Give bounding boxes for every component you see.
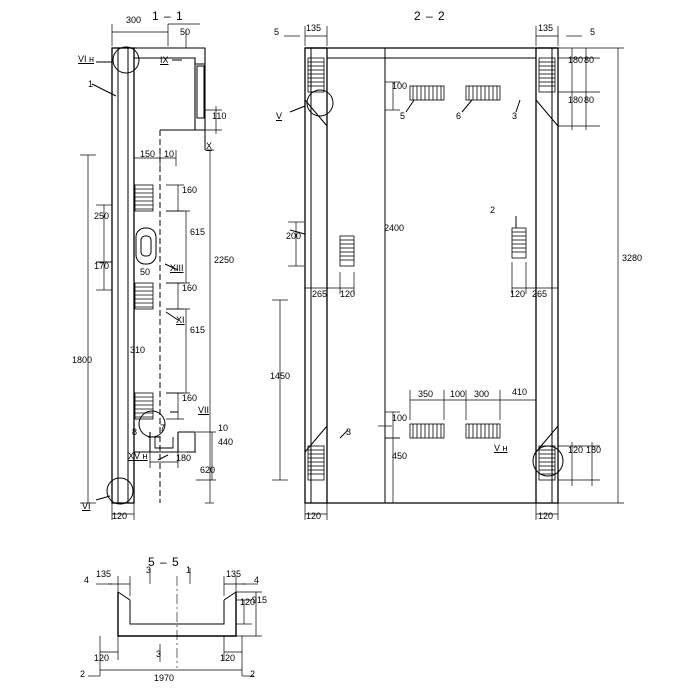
section-title-2-2: 2 – 2 [414,9,446,23]
dim-110: 110 [212,111,227,121]
dim-180-b: 180 [568,95,584,105]
dim-300: 300 [474,389,490,399]
dim-160-a: 160 [182,185,198,195]
section-title-1-1: 1 – 1 [152,9,184,23]
dim-2250: 2250 [214,255,235,265]
dim-300: 300 [126,15,142,25]
dim-265-left: 265 [312,289,328,299]
dim-1450: 1450 [270,371,291,381]
dim-265-right: 265 [532,289,548,299]
dim-100-topleft: 100 [392,81,408,91]
mark-1: 1 [88,79,94,89]
dim-180-rb: 180 [586,445,602,455]
dim-135-right-55: 135 [226,569,242,579]
mark-2-right: 2 [250,669,256,679]
dim-5-right: 5 [590,27,596,37]
dim-450: 450 [392,451,408,461]
dim-50-top: 50 [180,27,191,37]
mark-5: 5 [400,111,406,121]
dim-200: 200 [286,231,302,241]
mark-2-left: 2 [80,669,86,679]
section-1-1-dimensions [80,24,222,520]
mark-3-bottom-55: 3 [156,649,162,659]
dim-160-b: 160 [182,283,198,293]
dim-100-botleft: 100 [392,413,408,423]
dim-135-right: 135 [538,23,554,33]
section-title-5-5: 5 – 5 [148,555,180,569]
mark-3-bottom: 3 [346,427,352,437]
dim-80-a: 80 [584,55,595,65]
dim-1970: 1970 [154,673,175,683]
mark-6: 6 [456,111,462,121]
dim-440: 440 [218,437,234,447]
dim-350: 350 [418,389,434,399]
dim-250: 250 [94,211,110,221]
mark-4-right: 4 [254,575,260,585]
mark-7: 7 [160,423,166,433]
mark-4-left: 4 [84,575,90,585]
mark-2: 2 [490,205,496,215]
mark-X: X [206,141,213,151]
dim-160-c: 160 [182,393,198,403]
dim-3280: 3280 [622,253,643,263]
dim-120-botleft: 120 [306,511,322,521]
dim-615-b: 615 [190,325,206,335]
mark-VI-n: VI н [78,54,94,64]
mark-XIII: XIII [170,263,184,273]
mark-VII: VII [198,405,210,415]
mark-VI: VI [82,501,91,511]
dim-180: 180 [176,453,192,463]
mark-V: V [276,111,283,121]
dim-120-botright: 120 [538,511,554,521]
dim-100-mid: 100 [450,389,466,399]
mark-XV-n: XV н [128,451,148,461]
dim-10-b: 10 [164,149,175,159]
dim-120-right-55: 120 [220,653,236,663]
mark-V-n: V н [494,443,508,453]
mark-XI: XI [176,315,185,325]
section-5-5-geometry [118,576,236,668]
dim-180-a: 180 [568,55,584,65]
dim-120-right: 120 [510,289,526,299]
dim-5-left: 5 [274,27,280,37]
dim-915: 915 [252,595,268,605]
dim-2400: 2400 [384,223,405,233]
mark-3-top: 3 [512,111,518,121]
mark-3-top-55: 3 [146,565,152,575]
dim-410: 410 [512,387,528,397]
dim-310: 310 [130,345,146,355]
dim-120-left: 120 [340,289,356,299]
dim-135-left-55: 135 [96,569,112,579]
dim-620: 620 [200,465,216,475]
dim-615-a: 615 [190,227,206,237]
mark-IX: IX [160,55,169,65]
mark-8: 8 [132,427,138,437]
dim-120-bottom: 120 [112,511,128,521]
dim-120-inner-55: 120 [240,597,256,607]
dim-80-b: 80 [584,95,595,105]
mark-1-top-55: 1 [186,565,192,575]
dim-50-mid: 50 [140,267,151,277]
dim-120-left-55: 120 [94,653,110,663]
dim-135-left: 135 [306,23,322,33]
dim-170: 170 [94,261,110,271]
dim-150: 150 [140,149,156,159]
section-2-2-geometry [290,48,563,503]
dim-120-rb: 120 [568,445,584,455]
dim-10-c: 10 [218,423,229,433]
dim-1800: 1800 [72,355,93,365]
